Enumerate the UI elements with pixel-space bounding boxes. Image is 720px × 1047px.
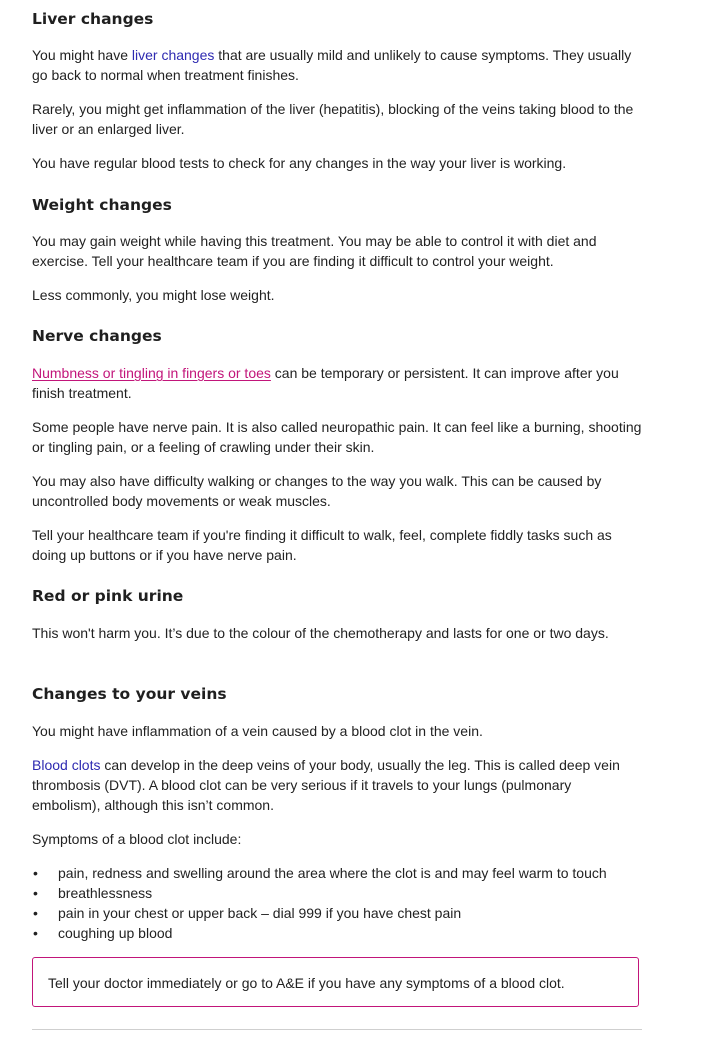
list-item xyxy=(32,903,642,923)
nerve-p1-text-after: can be temporary or persistent. It can improve after you finish treatment. xyxy=(32,365,619,401)
veins-paragraph-3: Symptoms of a blood clot include: xyxy=(32,831,242,847)
numbness-tingling-link[interactable]: Numbness or tingling in fingers or toes xyxy=(32,365,271,381)
veins-paragraph-2 xyxy=(32,755,642,815)
veins-p2-text-after: can develop in the deep veins of your body, usually the leg. This is called deep vein thrombosis (DVT). A blood clot can be very serious if it travels to your lungs (pulmonary embolism), although this isn’t common. xyxy=(32,757,620,813)
list-item-text: breathlessness xyxy=(58,885,153,901)
liver-p1-text-before: You might have xyxy=(32,47,132,63)
nerve-changes-paragraph-1 xyxy=(32,363,642,403)
red-pink-urine-heading: Red or pink urine xyxy=(32,587,184,605)
liver-p1-text-after: that are usually mild and unlikely to cause symptoms. They usually go back to normal when treatment finishes. xyxy=(32,47,632,83)
weight-changes-paragraph-2: Less commonly, you might lose weight. xyxy=(32,287,275,303)
list-item xyxy=(32,923,642,943)
weight-changes-heading: Weight changes xyxy=(32,196,172,214)
liver-changes-paragraph-3: You have regular blood tests to check for any changes in the way your liver is working. xyxy=(32,155,567,171)
red-pink-urine-paragraph: This won't harm you. It’s due to the colour of the chemotherapy and lasts for one or two days. xyxy=(32,625,609,641)
callout-text: Tell your doctor immediately or go to A&E if you have any symptoms of a blood clot. xyxy=(48,975,565,991)
list-item xyxy=(32,863,642,883)
liver-changes-link[interactable]: liver changes xyxy=(131,47,215,63)
veins-changes-heading: Changes to your veins xyxy=(32,685,227,703)
blood-clot-warning-callout xyxy=(32,957,639,1007)
bullet-icon: • xyxy=(33,905,38,921)
section-divider xyxy=(32,1029,642,1030)
list-item-text: coughing up blood xyxy=(58,925,173,941)
list-item-text: pain in your chest or upper back – dial 999 if you have chest pain xyxy=(58,905,462,921)
nerve-changes-paragraph-2: Some people have nerve pain. It is also called neuropathic pain. It can feel like a burning, shooting or tingling pain, or a feeling of crawling under their skin. xyxy=(32,419,642,455)
liver-changes-paragraph-1 xyxy=(32,45,642,85)
nerve-changes-paragraph-4: Tell your healthcare team if you're finding it difficult to walk, feel, complete fiddly tasks such as doing up buttons or if you have nerve pain. xyxy=(32,527,612,563)
liver-changes-heading: Liver changes xyxy=(32,10,154,28)
veins-paragraph-1: You might have inflammation of a vein caused by a blood clot in the vein. xyxy=(32,723,483,739)
bullet-icon: • xyxy=(33,865,38,881)
list-item xyxy=(32,883,642,903)
blood-clot-symptoms-list xyxy=(32,863,642,943)
bullet-icon: • xyxy=(33,885,38,901)
weight-changes-paragraph-1: You may gain weight while having this treatment. You may be able to control it with diet and exercise. Tell your healthcare team if you are finding it difficult to control your weight. xyxy=(32,233,597,269)
nerve-changes-heading: Nerve changes xyxy=(32,327,162,345)
bullet-icon: • xyxy=(33,925,38,941)
list-item-text: pain, redness and swelling around the area where the clot is and may feel warm to touch xyxy=(58,865,607,881)
liver-changes-paragraph-2: Rarely, you might get inflammation of the liver (hepatitis), blocking of the veins taking blood to the liver or an enlarged liver. xyxy=(32,101,634,137)
nerve-changes-paragraph-3: You may also have difficulty walking or changes to the way you walk. This can be caused by uncontrolled body movements or weak muscles. xyxy=(32,473,602,509)
blood-clots-link[interactable]: Blood clots xyxy=(32,757,101,773)
